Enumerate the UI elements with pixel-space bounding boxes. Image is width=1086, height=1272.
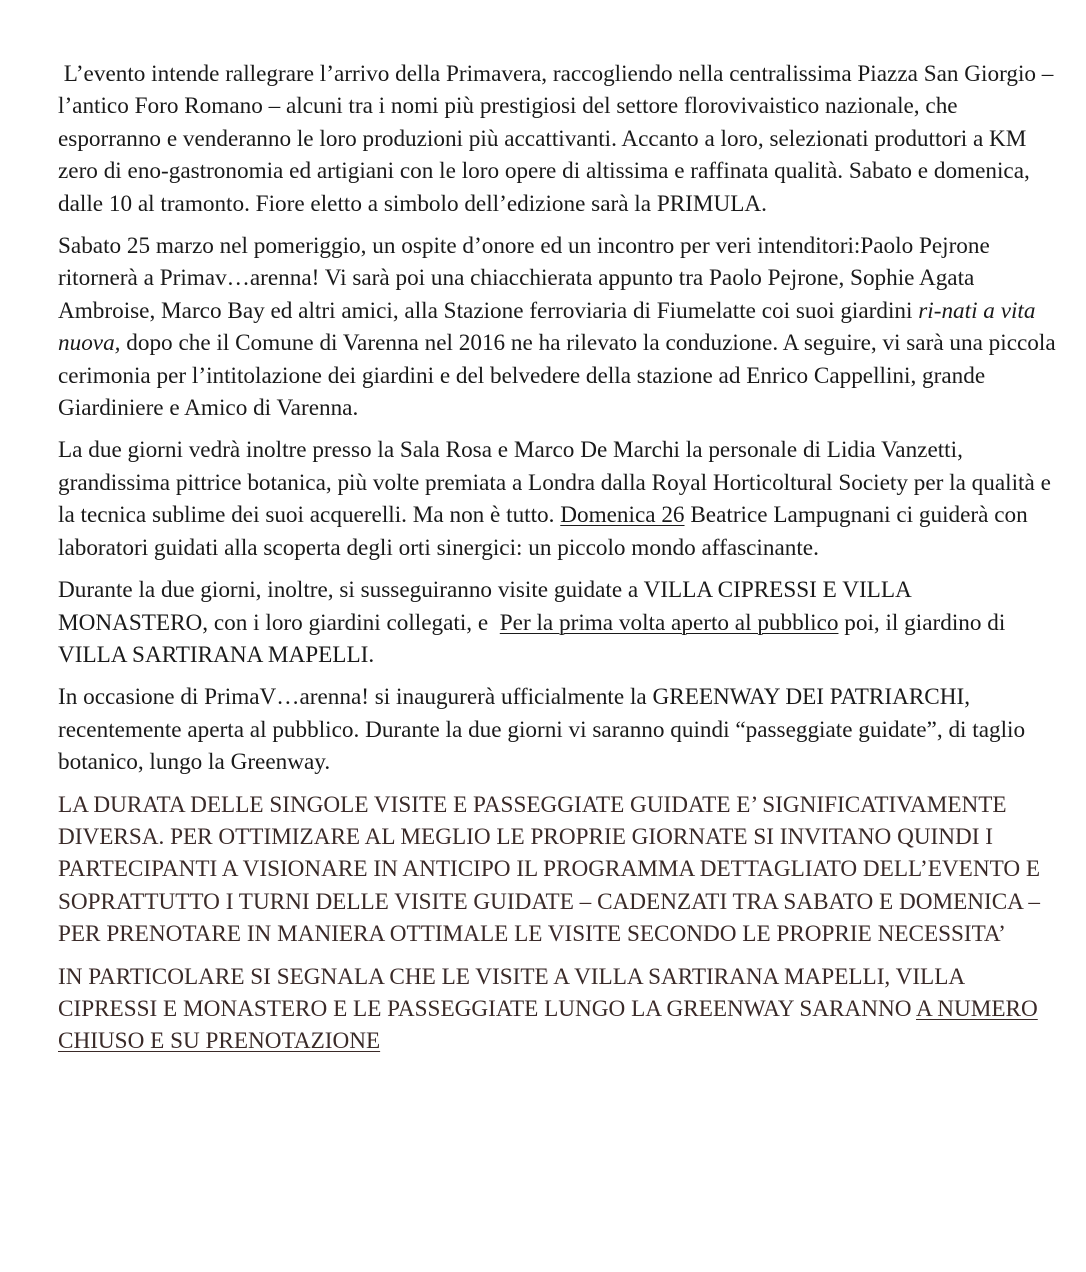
underlined-first-opening: Per la prima volta aperto al pubblico — [499, 609, 839, 636]
underlined-booking-requirement: A NUMERO CHIUSO E SU PRENOTAZIONE — [58, 995, 1038, 1055]
paragraph-event-intro-text: L’evento intende rallegrare l’arrivo della Primavera, raccogliendo nella centralissima Piazza San Giorgio – l’antico Foro Romano – alcuni tra i nomi più prestigiosi del settore florovivaistico nazionale, che esporranno e venderanno le loro produzioni più accattivanti. Accanto a loro, selezionati produttori a KM zero di eno-gastronomia ed artigiani con le loro opere di altissima e raffinata qualità. Sabato e domenica, dalle 10 al tramonto. Fiore eletto a simbolo dell’edizione sarà la PRIMULA. — [58, 61, 1060, 217]
paragraph-duration-notice — [58, 789, 1062, 951]
paragraph-guest-text-1: Sabato 25 marzo nel pomeriggio, un ospite d’onore ed un incontro per veri intenditori:Paolo Pejrone ritornerà a Primav…arenna! Vi sarà poi una chiacchierata appunto tra Paolo Pejrone, Sophie Agata Ambroise, Marco Bay ed altri amici, alla Stazione ferroviaria di Fiumelatte coi suoi giardini — [58, 233, 990, 324]
paragraph-exhibition — [58, 434, 1062, 564]
paragraph-visits-text-1: Durante la due giorni, inoltre, si susseguiranno visite guidate a VILLA CIPRESSI E VILLA MONASTERO, con i loro giardini collegati, e — [58, 577, 917, 636]
paragraph-duration-text: LA DURATA DELLE SINGOLE VISITE E PASSEGGIATE GUIDATE E’ SIGNIFICATIVAMENTE DIVERSA. PER OTTIMIZARE AL MEGLIO LE PROPRIE GIORNATE SI INVITANO QUINDI I PARTECIPANTI A VISIONARE IN ANTICIPO IL PROGRAMMA DETTAGLIATO DELL’EVENTO E SOPRATTUTTO I TURNI DELLE VISITE GUIDATE – CADENZATI TRA SABATO E DOMENICA – PER PRENOTARE IN MANIERA OTTIMALE LE VISITE SECONDO LE PROPRIE NECESSITA’ — [58, 791, 1041, 948]
paragraph-exhibition-text-2: Beatrice Lampugnani ci guiderà con laboratori guidati alla scoperta degli orti sinergici: un piccolo mondo affascinante. — [58, 502, 1028, 561]
paragraph-guided-visits — [58, 574, 1062, 671]
underlined-date: Domenica 26 — [560, 502, 685, 529]
paragraph-greenway — [58, 681, 1062, 778]
document-body — [58, 58, 1062, 1068]
paragraph-booking-text: IN PARTICOLARE SI SEGNALA CHE LE VISITE A VILLA SARTIRANA MAPELLI, VILLA CIPRESSI E MONASTERO E LE PASSEGGIATE LUNGO LA GREENWAY SARANNO — [58, 963, 964, 1022]
paragraph-event-intro — [58, 58, 1062, 220]
paragraph-guest-text-2: dopo che il Comune di Varenna nel 2016 ne ha rilevato la conduzione. A seguire, vi sarà una piccola cerimonia per l’intitolazione dei giardini e del belvedere della stazione ad Enrico Cappellini, grande Giardiniere e Amico di Varenna. — [58, 330, 1056, 422]
paragraph-booking-notice — [58, 961, 1062, 1058]
paragraph-greenway-text: In occasione di PrimaV…arenna! si inaugurerà ufficialmente la GREENWAY DEI PATRIARCHI, recentemente aperta al pubblico. Durante la due giorni vi saranno quindi “passeggiate guidate”, di taglio botanico, lungo la Greenway. — [58, 684, 1026, 776]
paragraph-visits-text-2: poi, il giardino di VILLA SARTIRANA MAPELLI. — [58, 609, 1011, 668]
paragraph-exhibition-text-1: La due giorni vedrà inoltre presso la Sala Rosa e Marco De Marchi la personale di Lidia Vanzetti, grandissima pittrice botanica, più volte premiata a Londra dalla Royal Horticoltural Society per la qualità e la tecnica sublime dei suoi acquerelli. Ma non è tutto. — [58, 437, 1051, 529]
paragraph-guest-of-honour — [58, 230, 1062, 424]
notice-section — [58, 789, 1062, 1058]
italic-phrase: ri-nati a vita nuova, — [58, 297, 1036, 357]
